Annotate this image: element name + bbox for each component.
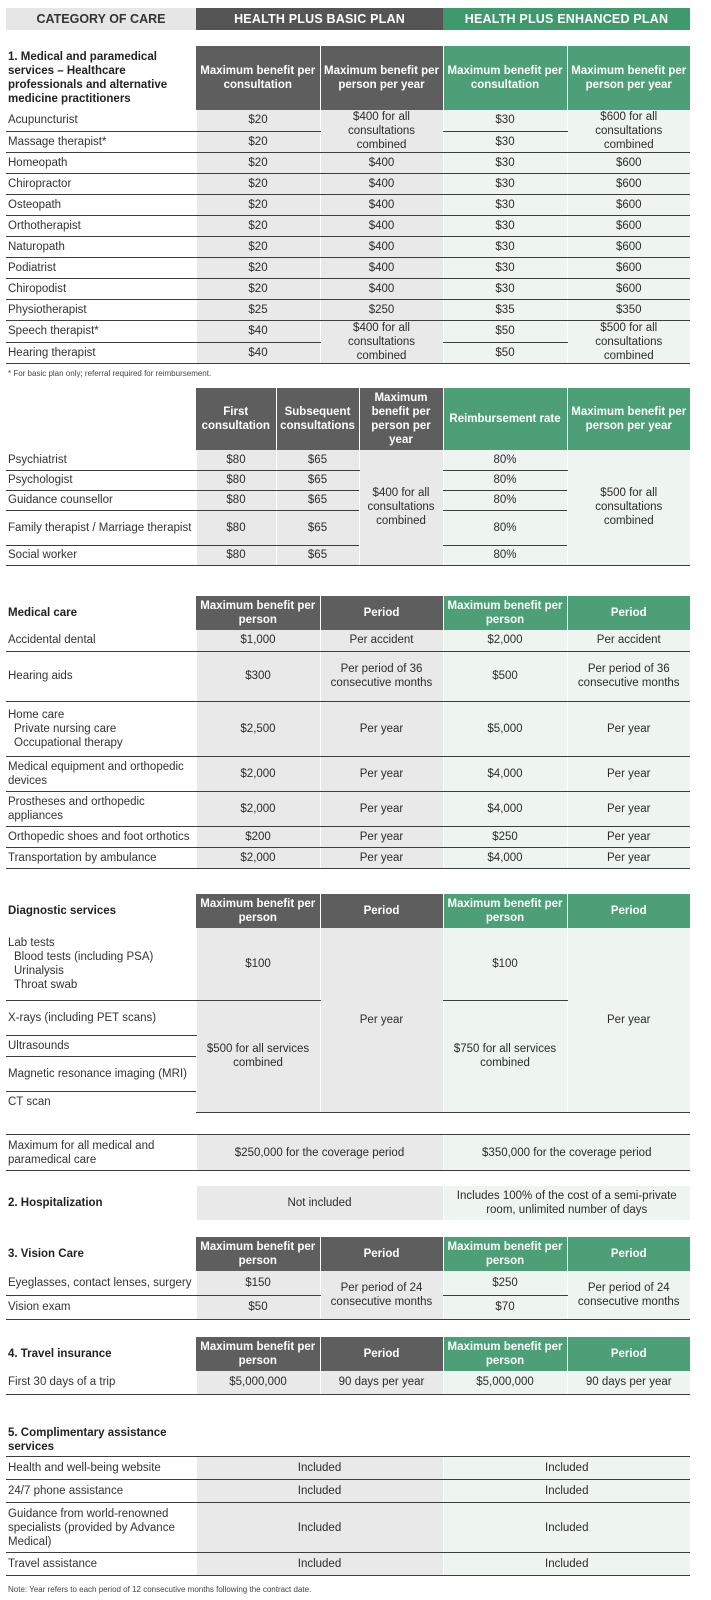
col-header: Period: [320, 894, 443, 928]
basic-period: Per accident: [320, 630, 443, 651]
enhanced-value: $30: [443, 216, 567, 237]
enhanced-value: Included: [443, 1553, 690, 1576]
col-header: Period: [567, 1237, 690, 1271]
basic-value: $400: [320, 258, 443, 279]
enhanced-value: $600: [567, 237, 690, 258]
basic-combined: $400 for all consultations combined: [359, 450, 443, 565]
table-row-label: Medical equipment and orthopedic devices: [6, 756, 196, 791]
enhanced-period: Per year: [567, 928, 690, 1112]
basic-value: $20: [196, 237, 320, 258]
table-row-label: Orthopedic shoes and foot orthotics: [6, 826, 196, 847]
enhanced-value: $30: [443, 153, 567, 174]
table-row-label: Psychologist: [6, 470, 196, 490]
basic-combined: $400 for all consultations combined: [320, 321, 443, 364]
basic-value: $2,500: [196, 701, 320, 756]
basic-plan-header: HEALTH PLUS BASIC PLAN: [196, 8, 443, 30]
basic-period: Per period of 24 consecutive months: [320, 1271, 443, 1319]
col-header: Period: [320, 1237, 443, 1271]
diagnostic-title: Diagnostic services: [6, 894, 196, 928]
col-header: Maximum benefit per person: [443, 1337, 567, 1371]
enhanced-value: $4,000: [443, 791, 567, 826]
col-header: Period: [320, 596, 443, 630]
basic-value: $1,000: [196, 630, 320, 651]
table-row-label: Magnetic resonance imaging (MRI): [6, 1056, 196, 1091]
enhanced-period: Per period of 36 consecutive months: [567, 651, 690, 701]
basic-value: $100: [196, 928, 320, 1000]
enhanced-combined: $600 for all consultations combined: [567, 110, 690, 153]
col-header: Maximum benefit per person per year: [320, 46, 443, 110]
basic-imaging: $500 for all services combined: [196, 1000, 320, 1112]
basic-value: $25: [196, 300, 320, 321]
col-header: Subsequent consultations: [276, 388, 359, 450]
basic-value: Included: [196, 1553, 443, 1576]
enhanced-value: Includes 100% of the cost of a semi-private room, unlimited number of days: [443, 1186, 690, 1220]
table-row-label: [6, 928, 196, 1000]
basic-value: $20: [196, 110, 320, 131]
table-row-label: [6, 701, 196, 756]
table-row-label: Social worker: [6, 545, 196, 565]
enhanced-value: $600: [567, 279, 690, 300]
basic-value: $20: [196, 131, 320, 152]
basic-value: $20: [196, 153, 320, 174]
table-row-label: Eyeglasses, contact lenses, surgery: [6, 1271, 196, 1295]
col-header: Maximum benefit per person: [196, 1237, 320, 1271]
basic-value: Included: [196, 1480, 443, 1503]
basic-value: $400: [320, 174, 443, 195]
basic-period: Per period of 36 consecutive months: [320, 651, 443, 701]
throat-swab-label: Throat swab: [14, 978, 78, 991]
table-row-label: Chiropractor: [6, 174, 196, 195]
table-row-label: Vision exam: [6, 1295, 196, 1319]
table-row-label: Osteopath: [6, 195, 196, 216]
basic-value: Not included: [196, 1186, 443, 1220]
table-row-label: Ultrasounds: [6, 1035, 196, 1056]
blood-tests-label: Blood tests (including PSA): [14, 950, 154, 963]
basic-period: 90 days per year: [320, 1371, 443, 1394]
enhanced-value: $250: [443, 826, 567, 847]
first-consult: $80: [196, 470, 276, 490]
table-row-label: Acupuncturist: [6, 110, 196, 131]
enhanced-value: $30: [443, 258, 567, 279]
basic-period: Per year: [320, 826, 443, 847]
enhanced-period: Per year: [567, 826, 690, 847]
col-header: First consultation: [196, 388, 276, 450]
enhanced-value: $4,000: [443, 847, 567, 868]
enhanced-value: $350: [567, 300, 690, 321]
enhanced-value: $30: [443, 195, 567, 216]
subsequent-consult: $65: [276, 450, 359, 470]
lab-tests-label: Lab tests: [8, 936, 55, 949]
enhanced-value: $2,000: [443, 630, 567, 651]
assistance-table: [6, 1456, 690, 1576]
table-row-label: Speech therapist*: [6, 321, 196, 343]
first-consult: $80: [196, 490, 276, 510]
private-nursing-label: Private nursing care: [14, 722, 117, 735]
subsequent-consult: $65: [276, 470, 359, 490]
basic-value: $5,000,000: [196, 1371, 320, 1394]
col-header: Maximum benefit per person: [443, 894, 567, 928]
col-header: Maximum benefit per person: [443, 596, 567, 630]
enhanced-value: $600: [567, 258, 690, 279]
enhanced-value: $50: [443, 342, 567, 364]
vision-title: 3. Vision Care: [6, 1237, 196, 1271]
basic-value: $400: [320, 153, 443, 174]
maximum-table: [6, 1134, 690, 1171]
basic-value: $20: [196, 216, 320, 237]
reimbursement-rate: 80%: [443, 490, 567, 510]
basic-value: $400: [320, 279, 443, 300]
basic-value: $200: [196, 826, 320, 847]
basic-value: $2,000: [196, 791, 320, 826]
table-row-label: Guidance from world-renowned specialists (provided by Advance Medical): [6, 1503, 196, 1553]
table-row-label: X-rays (including PET scans): [6, 1000, 196, 1035]
enhanced-value: $30: [443, 131, 567, 152]
enhanced-value: $50: [443, 321, 567, 343]
reimbursement-rate: 80%: [443, 545, 567, 565]
table-row-label: 24/7 phone assistance: [6, 1480, 196, 1503]
col-header: Maximum benefit per person: [443, 1237, 567, 1271]
table-row-label: Chiropodist: [6, 279, 196, 300]
medical-care-table: [6, 596, 690, 869]
col-header: Reimbursement rate: [443, 388, 567, 450]
enhanced-period: Per year: [567, 756, 690, 791]
enhanced-value: $4,000: [443, 756, 567, 791]
col-header: Maximum benefit per consultation: [443, 46, 567, 110]
enhanced-value: $70: [443, 1295, 567, 1319]
basic-combined: $400 for all consultations combined: [320, 110, 443, 153]
enhanced-value: $600: [567, 153, 690, 174]
footnote: Note: Year refers to each period of 12 consecutive months following the contract date.: [8, 1585, 312, 1594]
referral-note: * For basic plan only; referral required for reimbursement.: [8, 369, 212, 378]
basic-value: $2,000: [196, 847, 320, 868]
enhanced-value: $350,000 for the coverage period: [443, 1135, 690, 1171]
empty-header: [6, 388, 196, 450]
subsequent-consult: $65: [276, 545, 359, 565]
enhanced-value: $600: [567, 174, 690, 195]
basic-value: $250,000 for the coverage period: [196, 1135, 443, 1171]
first-consult: $80: [196, 510, 276, 545]
basic-period: Per year: [320, 928, 443, 1112]
basic-value: $150: [196, 1271, 320, 1295]
enhanced-value: $250: [443, 1271, 567, 1295]
enhanced-value: $30: [443, 110, 567, 131]
enhanced-value: $35: [443, 300, 567, 321]
table-row-label: CT scan: [8, 1095, 51, 1108]
basic-value: Included: [196, 1457, 443, 1480]
basic-period: Per year: [320, 847, 443, 868]
hospitalization-title: 2. Hospitalization: [8, 1197, 103, 1209]
table-row-label: Guidance counsellor: [6, 490, 196, 510]
reimbursement-rate: 80%: [443, 450, 567, 470]
enhanced-period: 90 days per year: [567, 1371, 690, 1394]
table-row-label: Psychiatrist: [6, 450, 196, 470]
basic-value: $300: [196, 651, 320, 701]
basic-value: $40: [196, 342, 320, 364]
table-row-label: First 30 days of a trip: [6, 1371, 196, 1394]
hospitalization-table: [6, 1186, 690, 1220]
col-header: Period: [320, 1337, 443, 1371]
enhanced-value: $5,000: [443, 701, 567, 756]
table-row-label: Travel assistance: [6, 1553, 196, 1576]
enhanced-value: $5,000,000: [443, 1371, 567, 1394]
occupational-therapy-label: Occupational therapy: [14, 736, 123, 749]
table-row-label: Orthotherapist: [6, 216, 196, 237]
enhanced-period: Per year: [567, 701, 690, 756]
enhanced-period: Per year: [567, 847, 690, 868]
diagnostic-table: [6, 894, 690, 1113]
reimbursement-rate: 80%: [443, 510, 567, 545]
enhanced-plan-header: HEALTH PLUS ENHANCED PLAN: [443, 8, 690, 30]
enhanced-value: $100: [443, 928, 567, 1000]
table-row-label: Maximum for all medical and paramedical care: [6, 1135, 196, 1171]
col-header: Maximum benefit per consultation: [196, 46, 320, 110]
enhanced-value: $600: [567, 216, 690, 237]
col-header: Maximum benefit per person per year: [359, 388, 443, 450]
basic-value: $20: [196, 195, 320, 216]
basic-period: Per year: [320, 756, 443, 791]
enhanced-value: $30: [443, 174, 567, 195]
enhanced-value: Included: [443, 1457, 690, 1480]
col-header: Maximum benefit per person: [196, 1337, 320, 1371]
basic-value: $20: [196, 174, 320, 195]
basic-value: $20: [196, 258, 320, 279]
enhanced-value: $500: [443, 651, 567, 701]
basic-value: Included: [196, 1503, 443, 1553]
basic-value: $400: [320, 195, 443, 216]
col-header: Period: [567, 894, 690, 928]
medical-care-title: Medical care: [6, 596, 196, 630]
enhanced-value: $30: [443, 237, 567, 258]
subsequent-consult: $65: [276, 490, 359, 510]
reimbursement-rate: 80%: [443, 470, 567, 490]
enhanced-period: Per accident: [567, 630, 690, 651]
table-row-label: Transportation by ambulance: [6, 847, 196, 868]
basic-value: $250: [320, 300, 443, 321]
basic-value: $40: [196, 321, 320, 343]
basic-value: $400: [320, 237, 443, 258]
table-row-label: Health and well-being website: [6, 1457, 196, 1480]
enhanced-period: Per year: [567, 791, 690, 826]
table-row-label: Hearing aids: [6, 651, 196, 701]
basic-value: $20: [196, 279, 320, 300]
section-1-title: 1. Medical and paramedical services – Healthcare professionals and alternative medicine practitioners: [6, 46, 196, 110]
col-header: Maximum benefit per person: [196, 596, 320, 630]
table-row-label: Accidental dental: [6, 630, 196, 651]
enhanced-combined: $500 for all consultations combined: [567, 450, 690, 565]
basic-period: Per year: [320, 701, 443, 756]
col-header: Maximum benefit per person per year: [567, 388, 690, 450]
basic-value: $50: [196, 1295, 320, 1319]
basic-value: $2,000: [196, 756, 320, 791]
table-row-label: Naturopath: [6, 237, 196, 258]
enhanced-period: Per period of 24 consecutive months: [567, 1271, 690, 1319]
paramedical-table: [6, 46, 690, 364]
col-header: Maximum benefit per person: [196, 894, 320, 928]
home-care-label: Home care: [8, 708, 65, 721]
table-row-label: Hearing therapist: [6, 342, 196, 364]
col-header: Maximum benefit per person per year: [567, 46, 690, 110]
enhanced-combined: $500 for all consultations combined: [567, 321, 690, 364]
col-header: Period: [567, 596, 690, 630]
psych-table: [6, 388, 690, 566]
subsequent-consult: $65: [276, 510, 359, 545]
table-row-label: Podiatrist: [6, 258, 196, 279]
enhanced-imaging: $750 for all services combined: [443, 1000, 567, 1112]
urinalysis-label: Urinalysis: [14, 964, 64, 977]
basic-value: $400: [320, 216, 443, 237]
col-header: Period: [567, 1337, 690, 1371]
first-consult: $80: [196, 545, 276, 565]
enhanced-value: Included: [443, 1503, 690, 1553]
vision-table: [6, 1237, 690, 1320]
table-row-label: Prostheses and orthopedic appliances: [6, 791, 196, 826]
category-of-care-header: CATEGORY OF CARE: [6, 8, 196, 30]
travel-title: 4. Travel insurance: [6, 1337, 196, 1371]
table-row-label: Family therapist / Marriage therapist: [6, 510, 196, 545]
enhanced-value: Included: [443, 1480, 690, 1503]
travel-table: [6, 1337, 690, 1395]
assistance-title: 5. Complimentary assistance services: [8, 1427, 167, 1453]
table-row-label: Homeopath: [6, 153, 196, 174]
first-consult: $80: [196, 450, 276, 470]
table-row-label: Physiotherapist: [6, 300, 196, 321]
table-row-label: Massage therapist*: [6, 131, 196, 152]
enhanced-value: $600: [567, 195, 690, 216]
enhanced-value: $30: [443, 279, 567, 300]
basic-period: Per year: [320, 791, 443, 826]
